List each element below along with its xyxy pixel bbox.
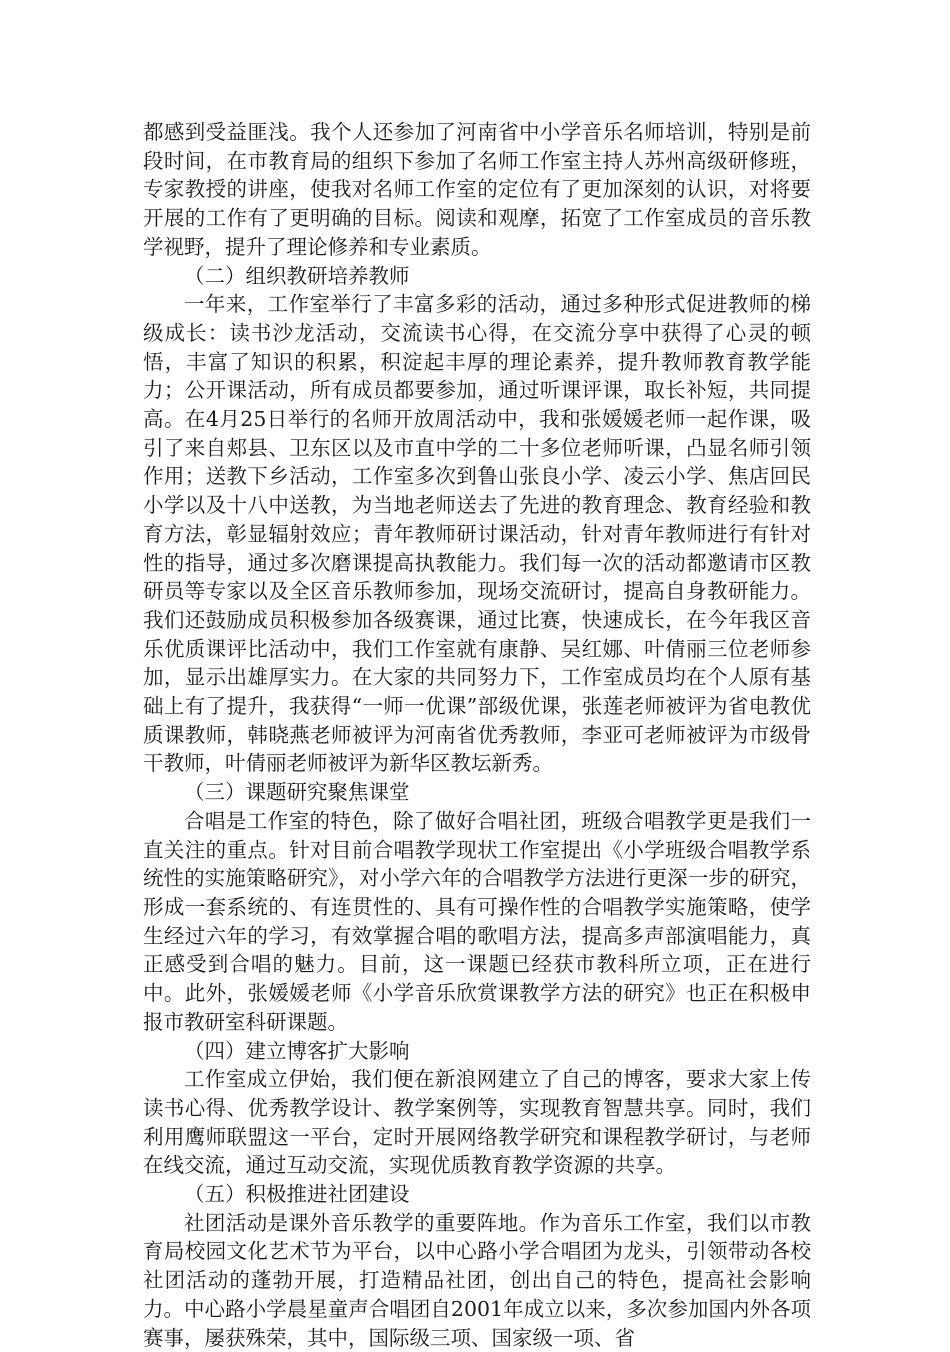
section-heading-3: （三）课题研究聚焦课堂 [184, 780, 410, 805]
document-body [143, 118, 811, 1352]
section-heading-2: （二）组织教研培养教师 [184, 263, 410, 288]
section-heading-5: （五）积极推进社团建设 [184, 1182, 410, 1207]
section-heading-4: （四）建立博客扩大影响 [184, 1038, 410, 1063]
paragraph-section-5: 社团活动是课外音乐教学的重要阵地。作为音乐工作室，我们以市教育局校园文化艺术节为平台，以中心路小学合唱团为龙头，引领带动各校社团活动的蓬勃开展，打造精品社团，创出自己的特色，提高社会影响力。中心路小学晨星童声合唱团自2001年成立以来，多次参加国内外各项赛事，屡获殊荣，其中，国际级三项、国家级一项、省 [143, 1210, 811, 1350]
paragraph-section-2: 一年来，工作室举行了丰富多彩的活动，通过多种形式促进教师的梯级成长：读书沙龙活动，交流读书心得，在交流分享中获得了心灵的顿悟，丰富了知识的积累，积淀起丰厚的理论素养，提升教师教育教学能力；公开课活动，所有成员都要参加，通过听课评课，取长补短，共同提高。在4月25日举行的名师开放周活动中，我和张媛媛老师一起作课，吸引了来自郏县、卫东区以及市直中学的二十多位老师听课，凸显名师引领作用；送教下乡活动，工作室多次到鲁山张良小学、凌云小学、焦店回民小学以及十八中送教，为当地老师送去了先进的教育理念、教育经验和教育方法，彰显辐射效应；青年教师研讨课活动，针对青年教师进行有针对性的指导，通过多次磨课提高执教能力。我们每一次的活动都邀请市区教研员等专家以及全区音乐教师参加，现场交流研讨，提高自身教研能力。我们还鼓励成员积极参加各级赛课，通过比赛，快速成长，在今年我区音乐优质课评比活动中，我们工作室就有康静、吴红娜、叶倩丽三位老师参加，显示出雄厚实力。在大家的共同努力下，工作室成员均在个人原有基础上有了提升，我获得“一师一优课”部级优课，张莲老师被评为省电教优质课教师，韩晓燕老师被评为河南省优秀教师，李亚可老师被评为市级骨干教师，叶倩丽老师被评为新华区教坛新秀。 [143, 292, 811, 776]
paragraph-continued: 都感到受益匪浅。我个人还参加了河南省中小学音乐名师培训，特别是前段时间，在市教育局的组织下参加了名师工作室主持人苏州高级研修班，专家教授的讲座，使我对名师工作室的定位有了更加深刻的认识，对将要开展的工作有了更明确的目标。阅读和观摩，拓宽了工作室成员的音乐教学视野，提升了理论修养和专业素质。 [143, 120, 811, 259]
paragraph-section-3: 合唱是工作室的特色，除了做好合唱社团，班级合唱教学更是我们一直关注的重点。针对目前合唱教学现状工作室提出《小学班级合唱教学系统性的实施策略研究》，对小学六年的合唱教学方法进行更深一步的研究，形成一套系统的、有连贯性的、具有可操作性的合唱教学实施策略，使学生经过六年的学习，有效掌握合唱的歌唱方法，提高多声部演唱能力，真正感受到合唱的魅力。目前，这一课题已经获市教科所立项，正在进行中。此外，张媛媛老师《小学音乐欣赏课教学方法的研究》也正在积极申报市教研室科研课题。 [143, 808, 811, 1034]
paragraph-section-4: 工作室成立伊始，我们便在新浪网建立了自己的博客，要求大家上传读书心得、优秀教学设计、教学案例等，实现教育智慧共享。同时，我们利用鹰师联盟这一平台，定时开展网络教学研究和课程教学研讨，与老师在线交流，通过互动交流，实现优质教育教学资源的共享。 [143, 1067, 811, 1178]
